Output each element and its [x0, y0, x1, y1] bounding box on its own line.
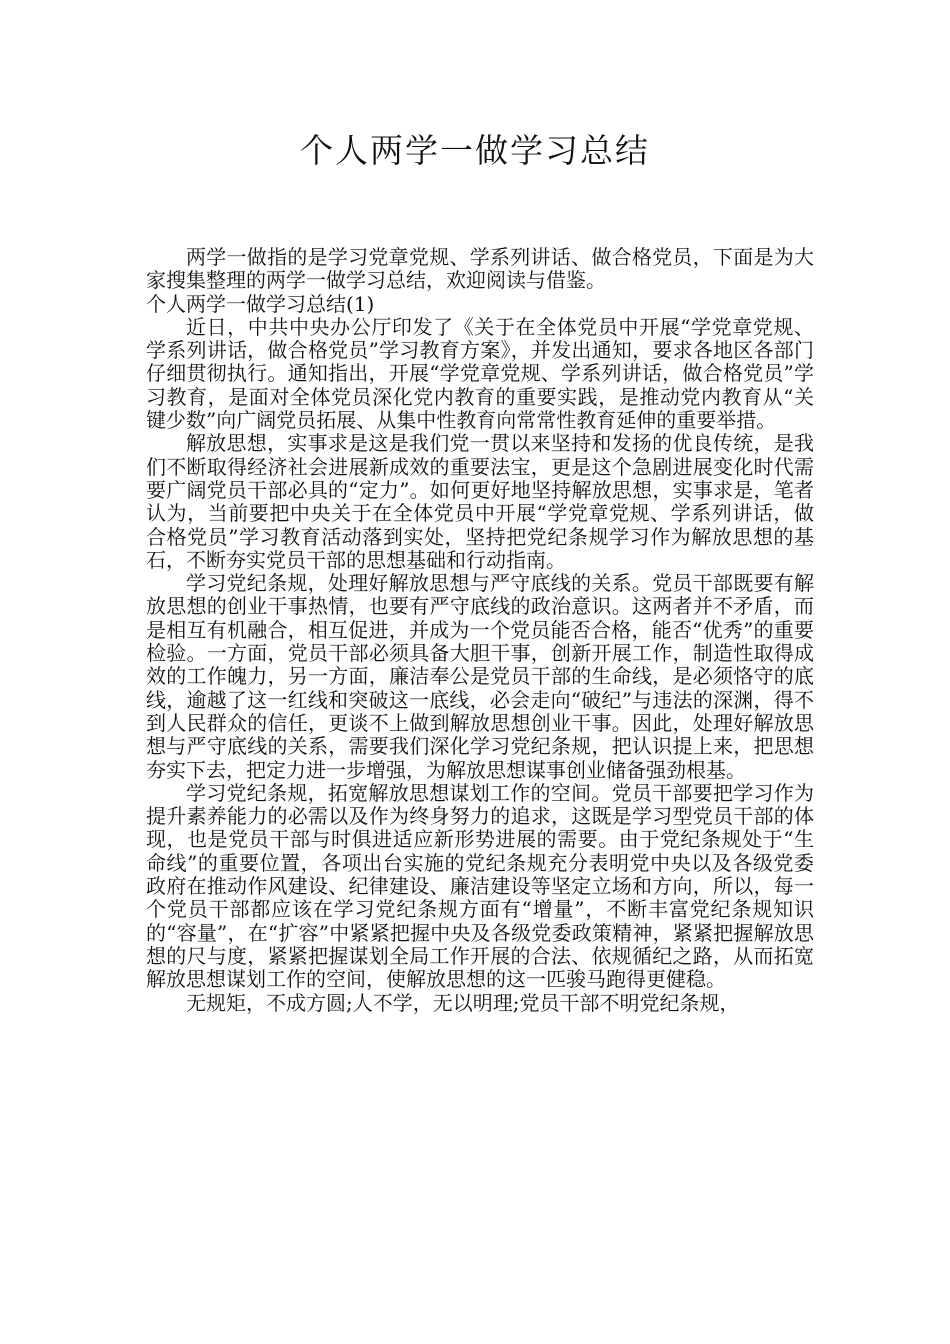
- body-paragraph-4: 学习党纪条规，拓宽解放思想谋划工作的空间。党员干部要把学习作为提升素养能力的必需以及作为终身努力的追求，这既是学习型党员干部的体现，也是党员干部与时俱进适应新形势进展的需要。由于党纪条规处于“生命线”的重要位置，各项出台实施的党纪条规充分表明党中央以及各级党委政府在推动作风建设、纪律建设、廉洁建设等坚定立场和方向，所以，每一个党员干部都应该在学习党纪条规方面有“增量”，不断丰富党纪条规知识的“容量”，在“扩容”中紧紧把握中央及各级党委政策精神，紧紧把握解放思想的尺与度，紧紧把握谋划全局工作开展的合法、依规循纪之路，从而拓宽解放思想谋划工作的空间，使解放思想的这一匹骏马跑得更健稳。: [146, 780, 814, 992]
- section-heading: 个人两学一做学习总结(1): [146, 291, 375, 316]
- body-paragraph-1: 近日，中共中央办公厅印发了《关于在全体党员中开展“学党章党规、学系列讲话，做合格党员”学习教育方案》，并发出通知，要求各地区各部门仔细贯彻执行。通知指出，开展“学党章党规、学系列讲话，做合格党员”学习教育，是面对全体党员深化党内教育的重要实践，是推动党内教育从“关键少数”向广阔党员拓展、从集中性教育向常常性教育延伸的重要举措。: [146, 314, 814, 433]
- body-paragraph-5: 无规矩，不成方圆;人不学，无以明理;党员干部不明党纪条规，: [186, 990, 740, 1015]
- document-title: 个人两学一做学习总结: [300, 131, 650, 170]
- body-paragraph-2: 解放思想，实事求是这是我们党一贯以来坚持和发扬的优良传统，是我们不断取得经济社会进展新成效的重要法宝，更是这个急剧进展变化时代需要广阔党员干部必具的“定力”。如何更好地坚持解放思想，实事求是，笔者认为，当前要把中央关于在全体党员中开展“学党章党规、学系列讲话，做合格党员”学习教育活动落到实处，坚持把党纪条规学习作为解放思想的基石，不断夯实党员干部的思想基础和行动指南。: [146, 431, 814, 572]
- body-paragraph-3: 学习党纪条规，处理好解放思想与严守底线的关系。党员干部既要有解放思想的创业干事热情，也要有严守底线的政治意识。这两者并不矛盾，而是相互有机融合，相互促进，并成为一个党员能否合格，能否“优秀”的重要检验。一方面，党员干部必须具备大胆干事，创新开展工作，制造性取得成效的工作魄力，另一方面，廉洁奉公是党员干部的生命线，是必须恪守的底线，逾越了这一红线和突破这一底线，必会走向“破纪”与违法的深渊，得不到人民群众的信任，更谈不上做到解放思想创业干事。因此，处理好解放思想与严守底线的关系，需要我们深化学习党纪条规，把认识提上来，把思想夯实下去，把定力进一步增强，为解放思想谋事创业储备强劲根基。: [146, 571, 814, 782]
- intro-paragraph: 两学一做指的是学习党章党规、学系列讲话、做合格党员，下面是为大家搜集整理的两学一做学习总结，欢迎阅读与借鉴。: [146, 245, 814, 293]
- document-body: [146, 246, 814, 1015]
